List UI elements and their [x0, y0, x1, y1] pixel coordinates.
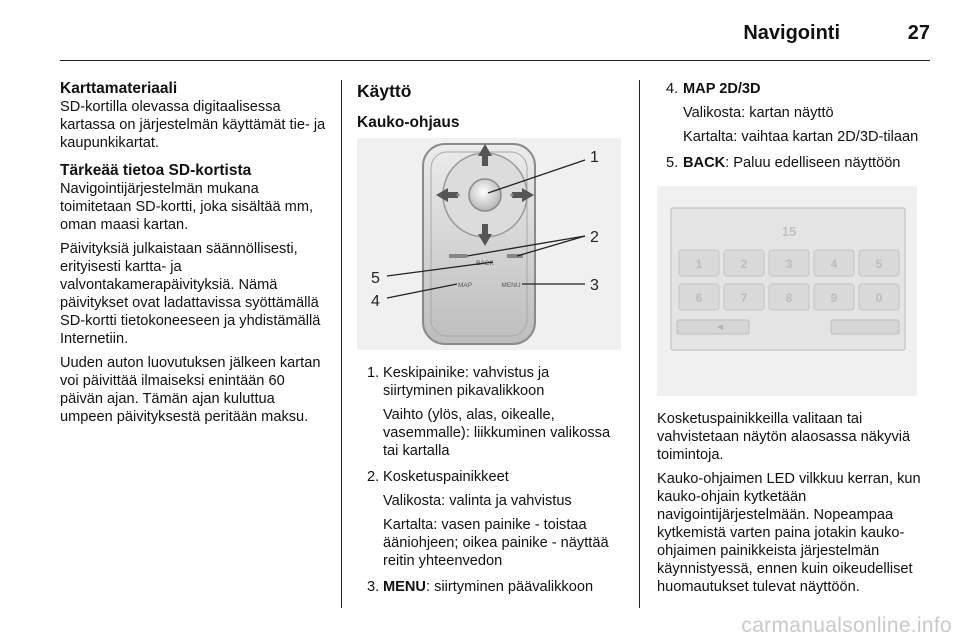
- keypad-screen-illustration: [657, 186, 917, 396]
- left-soft-button: [677, 320, 749, 334]
- paragraph: Navigointijärjestelmän mukana toimitetaan SD-kortti, joka sisältää mm, oman maasi kartan.: [60, 181, 314, 233]
- list-item: [357, 364, 621, 460]
- paragraph: Uuden auton luovutuksen jälkeen kartan voi päivittää ilmaiseksi enintään 60 päivän ajan. Tämän ajan kuluttua umpeen päivityksestä peritään maksu.: [60, 355, 321, 425]
- back-key-label: BACK: [476, 260, 494, 267]
- numbered-list: [357, 364, 621, 596]
- column-divider-2: [639, 80, 640, 608]
- list-number: 1.: [367, 365, 380, 381]
- column-2: [357, 80, 621, 604]
- callout-3: 3: [590, 277, 599, 294]
- section-heading-kaytto: Käyttö: [357, 81, 412, 101]
- center-button: [469, 179, 501, 211]
- section-heading-sd-card: Tärkeää tietoa SD-kortista: [60, 162, 252, 179]
- term-menu: MENU: [383, 579, 426, 595]
- page-header-title: Navigointi: [743, 22, 840, 44]
- keypad-key-label: 8: [785, 291, 793, 305]
- keypad-key-label: 2: [740, 257, 748, 271]
- keypad-key-label: 5: [875, 257, 883, 271]
- remote-control-figure: [357, 138, 621, 350]
- list-number: 2.: [367, 469, 380, 485]
- list-text: Valikosta: kartan näyttö: [683, 105, 834, 121]
- list-number: 5.: [666, 155, 679, 171]
- paragraph: Kauko-ohjaimen LED vilkkuu kerran, kun kauko-ohjain kytketään navigointijärjestelmään. Nopeampaa kytkemistä varten paina jotakin kauko-ohjaimen painikkeista järjestelmän käynnistyessä, ennen kuin oikeudelliset huomautukset tulevat näyttöön.: [657, 471, 921, 595]
- keypad-key-label: 0: [875, 291, 883, 305]
- keypad-key-label: 9: [830, 291, 838, 305]
- list-text: Valikosta: valinta ja vahvistus: [383, 493, 572, 509]
- keypad-display: 15: [781, 224, 797, 239]
- keypad-key-label: 1: [695, 257, 703, 271]
- keypad-key-label: 7: [740, 291, 748, 305]
- paragraph: Päivityksiä julkaistaan säännöllisesti, erityisesti kartta- ja valvontakamerapäivityksiä. Nämä päivitykset ovat ladattavissa syöttämällä SD-kortti tietokoneeseen ja yhdistämällä Internetiin.: [60, 241, 321, 347]
- term-description: : Paluu edelliseen näyttöön: [725, 155, 901, 171]
- callout-1: 1: [590, 149, 599, 166]
- keypad-screen-figure: [657, 186, 917, 396]
- list-text: Kartalta: vaihtaa kartan 2D/3D-tilaan: [683, 129, 919, 145]
- keypad-key-label: 3: [785, 257, 793, 271]
- column-1: [60, 80, 328, 432]
- list-number: 3.: [367, 579, 380, 595]
- list-item: [357, 578, 621, 596]
- watermark: carmanualsonline.info: [741, 614, 952, 637]
- list-number: 4.: [666, 81, 679, 97]
- callout-4: 4: [371, 293, 380, 310]
- remote-control-illustration: [357, 138, 621, 350]
- header-rule: [60, 60, 930, 61]
- paragraph: SD-kortilla olevassa digitaalisessa kartassa on järjestelmän käyttämät tie- ja kaupunkikartat.: [60, 99, 326, 151]
- list-item: [657, 80, 925, 146]
- column-3: [657, 80, 925, 602]
- subheading-kauko-ohjaus: Kauko-ohjaus: [357, 114, 460, 131]
- list-text: Kartalta: vasen painike - toistaa ääniohjeen; oikea painike - näyttää reitin yhteenvedon: [383, 517, 609, 569]
- callout-5: 5: [371, 270, 380, 287]
- keypad-key-label: 6: [695, 291, 703, 305]
- list-text: Kosketuspainikkeet: [383, 469, 509, 485]
- page-number: 27: [907, 22, 930, 44]
- term-description: : siirtyminen päävalikkoon: [425, 579, 594, 595]
- map-key-label: MAP: [457, 282, 473, 289]
- list-item: [657, 154, 925, 172]
- list-text: Vaihto (ylös, alas, oikealle, vasemmalle): liikkuminen valikossa tai kartalla: [383, 407, 611, 459]
- touch-button-left: [449, 254, 467, 258]
- menu-key-label: MENU: [501, 282, 521, 289]
- list-text: Keskipainike: vahvistus ja siirtyminen pikavalikkoon: [383, 365, 550, 399]
- list-text: [683, 80, 925, 98]
- led-indicator: [456, 193, 459, 196]
- callout-2: 2: [590, 229, 599, 246]
- section-heading-karttamateriaali: Karttamateriaali: [60, 80, 178, 97]
- led-indicator: [510, 193, 513, 196]
- right-soft-button: [831, 320, 899, 334]
- column-divider-1: [341, 80, 342, 608]
- term-back: BACK: [683, 155, 726, 171]
- keypad-key-label: 4: [830, 257, 838, 271]
- list-text: [683, 154, 925, 172]
- list-text: [383, 578, 621, 596]
- list-item: [357, 468, 621, 570]
- numbered-list-continued: [657, 80, 925, 172]
- paragraph: Kosketuspainikkeilla valitaan tai vahvistetaan näytön alaosassa näkyviä toimintoja.: [657, 411, 911, 463]
- term-map-2d-3d: MAP 2D/3D: [683, 81, 761, 97]
